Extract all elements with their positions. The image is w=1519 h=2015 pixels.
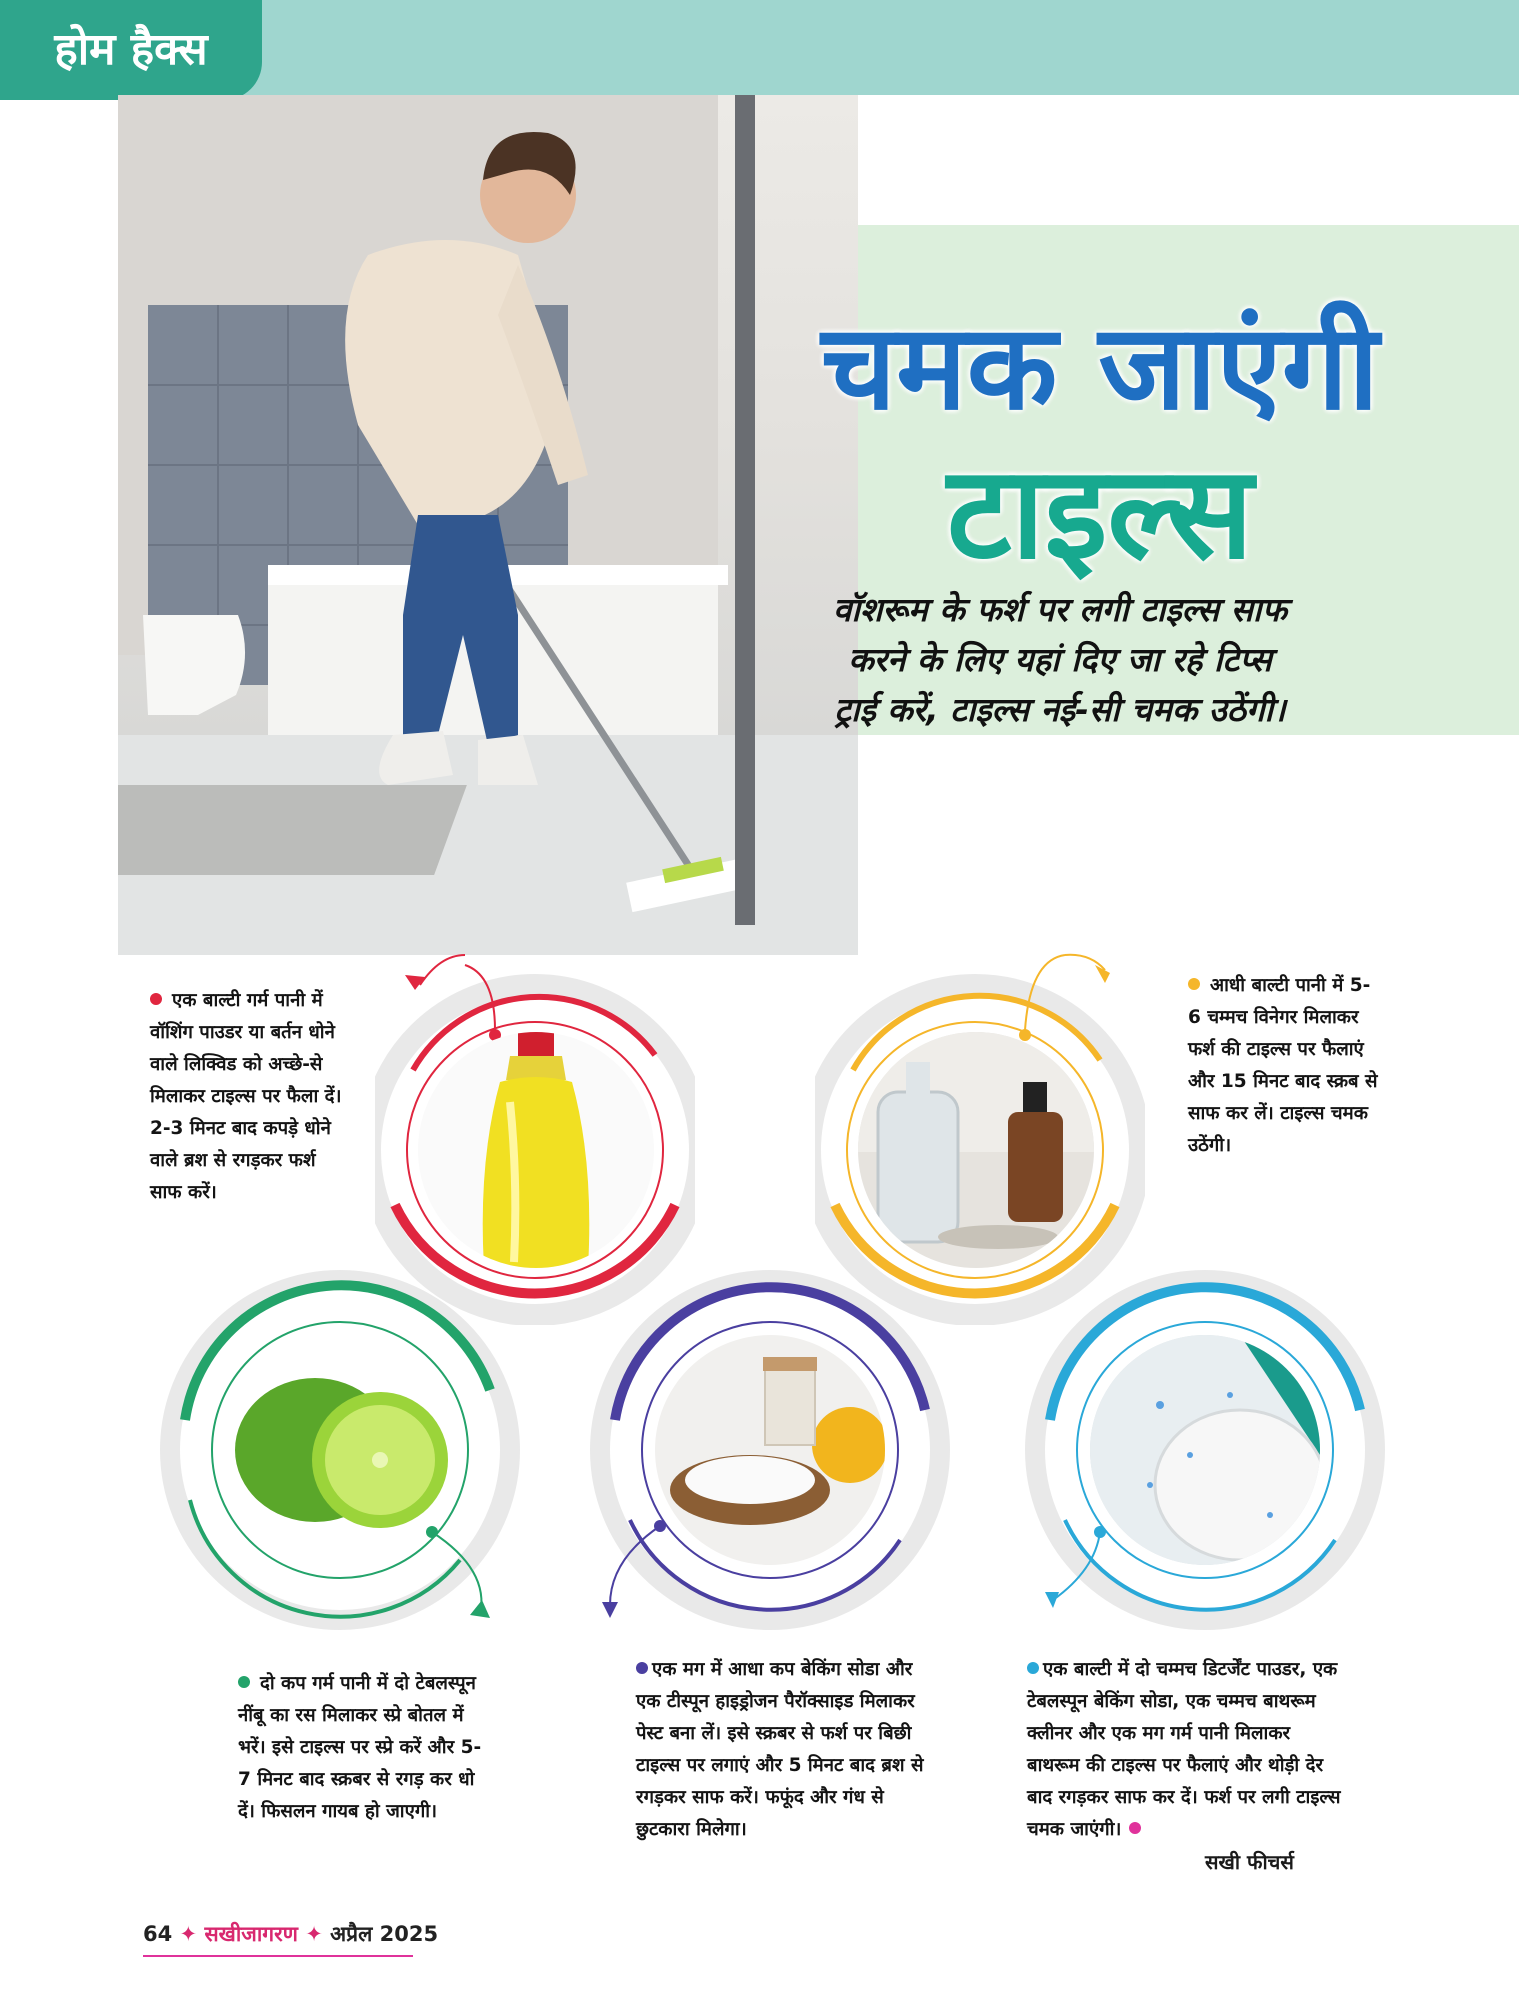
issue-date: अप्रैल 2025 — [330, 1922, 439, 1946]
tip-bullet-red — [150, 993, 162, 1005]
article-intro: वॉशरूम के फर्श पर लगी टाइल्स साफ करने के लिए यहां दिए जा रहे टिप्स ट्राई करें, टाइल्स नई-सी चमक उठेंगी। — [833, 590, 1287, 729]
tip-bullet-green — [238, 1676, 250, 1688]
tip-3-text: दो कप गर्म पानी में दो टेबलस्पून नींबू का रस मिलाकर स्प्रे बोतल में भरें। इसे टाइल्स पर स्प्रे करें और 5-7 मिनट बाद स्क्रबर से रगड़ कर धो दें। फिसलन गायब हो जाएगी। — [238, 1673, 482, 1822]
detergent-image — [1090, 1335, 1320, 1565]
page-number: 64 — [143, 1922, 173, 1946]
article-title-line1: चमक जाएंगी — [821, 298, 1379, 436]
tip-bullet-yellow — [1188, 978, 1200, 990]
tip-4-text: एक मग में आधा कप बेकिंग सोडा और एक टीस्पून हाइड्रोजन पैरॉक्साइड मिलाकर पेस्ट बना लें। इसे स्क्रबर से फर्श पर बिछी टाइल्स पर लगाएं और 5 मिनट बाद ब्रश से रगड़कर साफ करें। फफूंद और गंध से छुटकारा मिलेगा। — [636, 1659, 924, 1840]
tip-3 — [238, 1668, 493, 1828]
vinegar-bottles-icon — [858, 1032, 1094, 1268]
page-folio — [143, 1920, 438, 1948]
tip-bullet-blue — [1027, 1662, 1039, 1674]
tip-bullet-purple — [636, 1662, 648, 1674]
limes-icon — [225, 1335, 455, 1565]
folio-separator: ✦ — [179, 1922, 198, 1946]
tip-1-text: एक बाल्टी गर्म पानी में वॉशिंग पाउडर या बर्तन धोने वाले लिक्विड को अच्छे-से मिलाकर टाइल्स पर फैला दें। 2-3 मिनट बाद कपड़े धोने वाले ब्रश से रगड़कर फर्श साफ करें। — [150, 990, 342, 1203]
article-title-line2: टाइल्स — [946, 439, 1254, 588]
vinegar-image — [858, 1032, 1094, 1268]
tip-2 — [1188, 970, 1383, 1162]
detergent-powder-icon — [1090, 1335, 1320, 1565]
tip-5 — [1027, 1654, 1345, 1846]
baking-soda-bowl-icon — [655, 1335, 885, 1565]
footer-rule — [143, 1955, 413, 1957]
dish-soap-bottle-icon — [418, 1032, 654, 1268]
end-mark-dot — [1129, 1822, 1141, 1834]
tip-4 — [636, 1654, 926, 1846]
limes-image — [225, 1335, 455, 1565]
section-label: होम हैक्स — [54, 24, 208, 75]
folio-separator: ✦ — [305, 1922, 323, 1946]
tip-5-text: एक बाल्टी में दो चम्मच डिटर्जेंट पाउडर, एक टेबलस्पून बेकिंग सोडा, एक चम्मच बाथरूम क्लीनर और एक मग गर्म पानी मिलाकर बाथरूम की टाइल्स पर फैलाएं और थोड़ी देर बाद रगड़कर साफ कर दें। फर्श पर लगी टाइल्स चमक जाएंगी। — [1027, 1659, 1341, 1840]
publication-name: सखीजागरण — [204, 1922, 298, 1946]
tip-2-text: आधी बाल्टी पानी में 5-6 चम्मच विनेगर मिलाकर फर्श की टाइल्स पर फैलाएं और 15 मिनट बाद स्क्रब से साफ कर लें। टाइल्स चमक उठेंगी। — [1188, 975, 1378, 1156]
article-credit: सखी फीचर्स — [1205, 1850, 1294, 1874]
baking-soda-image — [655, 1335, 885, 1565]
tip-1 — [150, 985, 350, 1209]
dish-soap-image — [418, 1032, 654, 1268]
